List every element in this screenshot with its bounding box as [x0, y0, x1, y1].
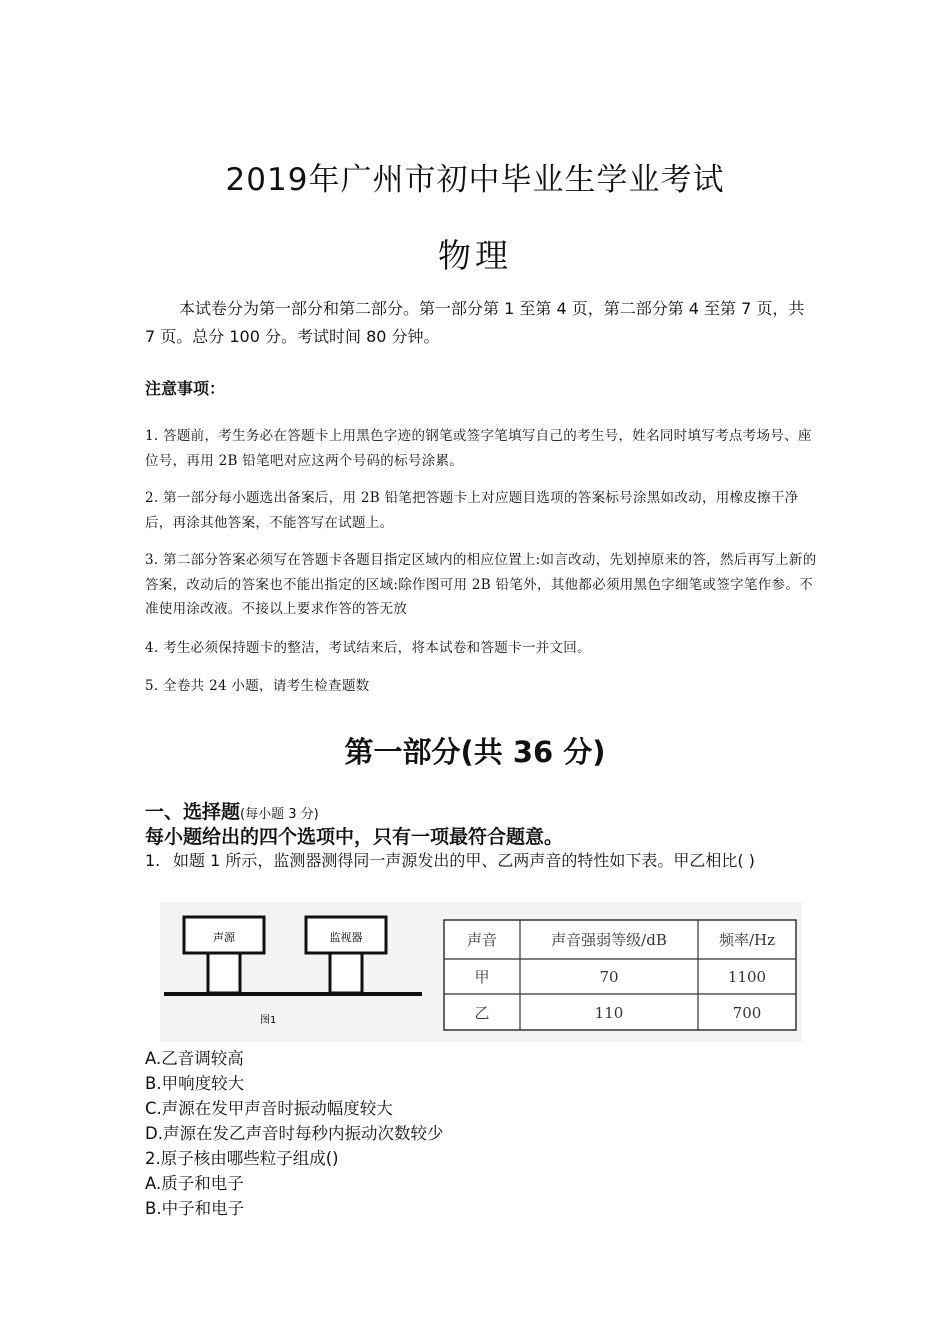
table-cell: 甲	[474, 968, 490, 986]
intro-paragraph: 本试卷分为第一部分和第二部分。第一部分第 1 至第 4 页，第二部分第 4 至第 7 页，共 7 页。总分 100 分。考试时间 80 分钟。	[145, 299, 805, 346]
sound-data-table	[444, 920, 796, 1030]
part1-title: 第一部分(共 36 分)	[344, 735, 606, 769]
q1-option-d: D.声源在发乙声音时每秒内振动次数较少	[145, 1124, 444, 1143]
note-item-3: 3. 第二部分答案必须写在答题卡各题目指定区域内的相应位置上:如言改动，先划掉原来的答，然后再写上新的答案，改动后的答案也不能出指定的区域:除作图可用 2B 铅笔外，其他都必须用黑色字细笔或签字笔作参。不准使用涂改液。不接以上要求作答的答无放	[145, 552, 817, 617]
note-item-5: 5. 全卷共 24 小题，请考生检查题数	[145, 678, 370, 694]
sound-source-label: 声源	[213, 931, 235, 944]
question-1-text: 如题 1 所示，监测器测得同一声源发出的甲、乙两声音的特性如下表。甲乙相比( )	[173, 851, 755, 870]
table-cell: 110	[594, 1004, 624, 1022]
table-cell: 700	[732, 1004, 762, 1022]
q1-option-b: B.甲响度较大	[145, 1074, 245, 1093]
sound-source-stand	[208, 953, 240, 993]
q2-option-a: A.质子和电子	[145, 1174, 244, 1193]
subject-title: 物理	[438, 236, 512, 275]
section-instruction: 每小题给出的四个选项中，只有一项最符合题意。	[145, 826, 564, 848]
monitor-label: 监视器	[329, 931, 363, 944]
table-cell: 乙	[474, 1004, 490, 1022]
figure-caption: 图1	[260, 1015, 277, 1026]
table-cell: 70	[599, 968, 619, 986]
exam-title: 2019年广州市初中毕业生学业考试	[225, 162, 725, 198]
notes-title: 注意事项：	[145, 379, 226, 398]
note-item-1: 1. 答题前，考生务必在答题卡上用黑色字迹的钢笔或签字笔填写自己的考生号，姓名同时填写考点考场号、座位号，再用 2B 铅笔吧对应这两个号码的标号涂累。	[145, 428, 812, 469]
note-item-2: 2. 第一部分每小题选出备案后，用 2B 铅笔把答题卡上对应题目选项的答案标号涂黑如改动，用橡皮擦干净后，再涂其他答案，不能答写在试题上。	[145, 490, 799, 531]
question-1-figure	[160, 902, 802, 1042]
table-cell: 1100	[727, 968, 767, 986]
q1-option-a: A.乙音调较高	[145, 1049, 244, 1068]
table-header-cell: 声音强弱等级/dB	[551, 931, 667, 949]
section-title-text: 一、选择题	[145, 801, 241, 823]
question-1	[145, 848, 817, 874]
answer-options	[145, 1046, 443, 1221]
table-header-cell: 声音	[466, 931, 498, 949]
q2-option-b: B.中子和电子	[145, 1199, 245, 1218]
question-1-number: 1.	[145, 851, 161, 870]
monitor-stand	[330, 953, 362, 993]
question-2-text: 2.原子核由哪些粒子组成()	[145, 1149, 339, 1168]
q1-option-c: C.声源在发甲声音时振动幅度较大	[145, 1099, 393, 1118]
table-header-cell: 频率/Hz	[718, 931, 776, 949]
section-note: (每小题 3 分)	[240, 807, 319, 822]
section-title	[145, 797, 319, 824]
note-item-4: 4. 考生必须保持题卡的整洁，考试结来后，将本试卷和答题卡一并文回。	[145, 640, 591, 656]
